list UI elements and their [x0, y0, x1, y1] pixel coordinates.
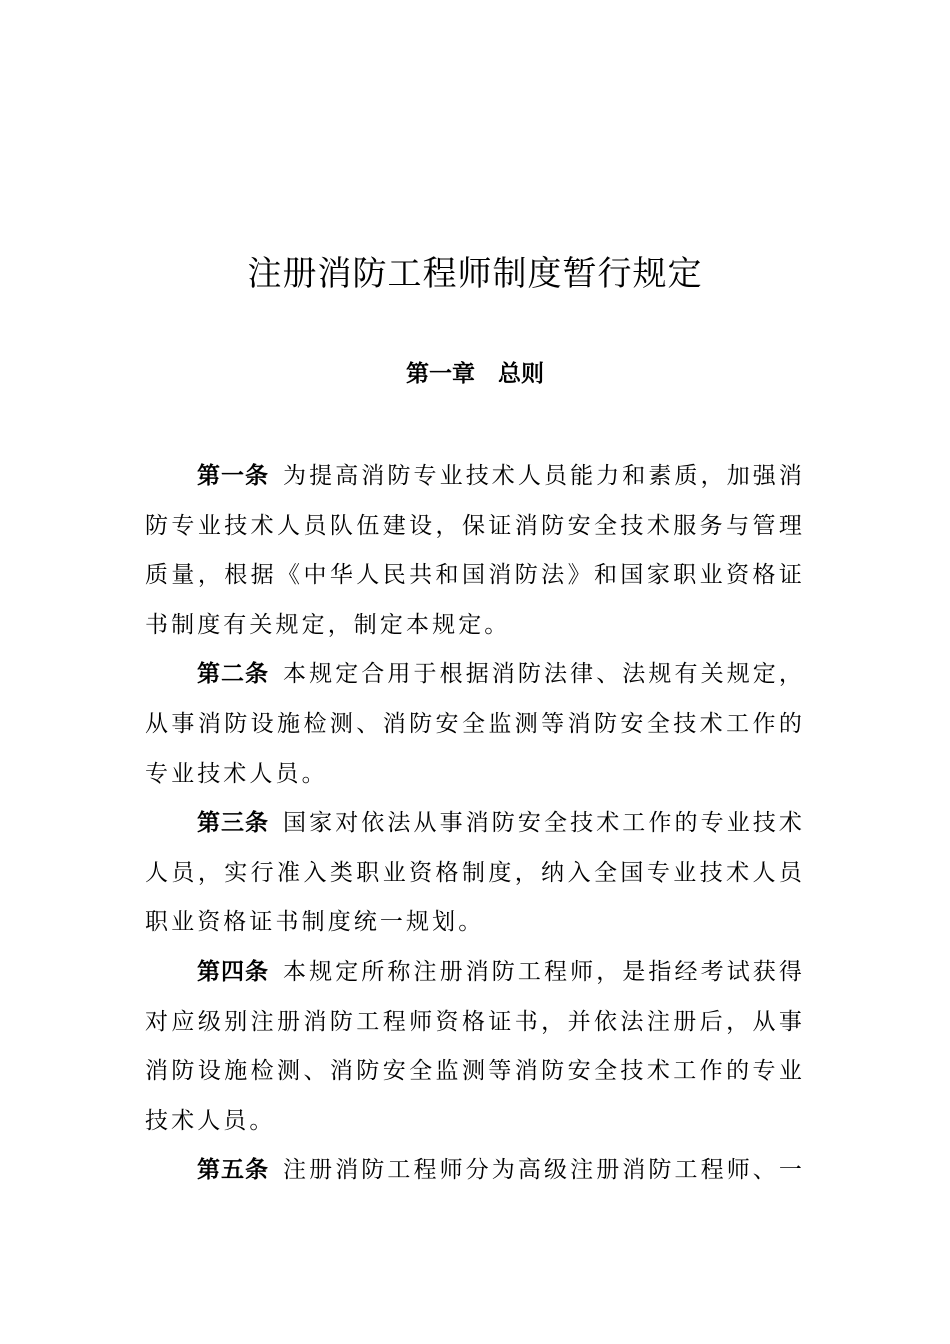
- chapter-title: 第一章 总则: [406, 361, 544, 387]
- article-label: 第五条: [197, 1157, 269, 1184]
- article-1: [145, 452, 805, 650]
- article-label: 第二条: [197, 661, 269, 688]
- article-text: 本规定合用于根据消防法律、法规有关规定，从事消防设施检测、消防安全监测等消防安全技术工作的专业技术人员。: [145, 661, 805, 787]
- article-3: [145, 799, 805, 948]
- article-5: [145, 1146, 805, 1196]
- article-label: 第四条: [197, 958, 269, 985]
- article-text: 国家对依法从事消防安全技术工作的专业技术人员，实行准入类职业资格制度，纳入全国专业技术人员职业资格证书制度统一规划。: [145, 810, 805, 936]
- article-4: [145, 948, 805, 1146]
- article-text: 本规定所称注册消防工程师，是指经考试获得对应级别注册消防工程师资格证书，并依法注册后，从事消防设施检测、消防安全监测等消防安全技术工作的专业技术人员。: [145, 958, 805, 1134]
- article-text: 注册消防工程师分为高级注册消防工程师、一: [283, 1157, 805, 1184]
- article-label: 第一条: [197, 463, 269, 489]
- document-body: [145, 452, 805, 1196]
- article-text: 为提高消防专业技术人员能力和素质，加强消防专业技术人员队伍建设，保证消防安全技术服务与管理质量，根据《中华人民共和国消防法》和国家职业资格证书制度有关规定，制定本规定。: [145, 463, 805, 638]
- article-label: 第三条: [197, 810, 269, 837]
- document-title: 注册消防工程师制度暂行规定: [247, 254, 703, 294]
- article-2: [145, 650, 805, 799]
